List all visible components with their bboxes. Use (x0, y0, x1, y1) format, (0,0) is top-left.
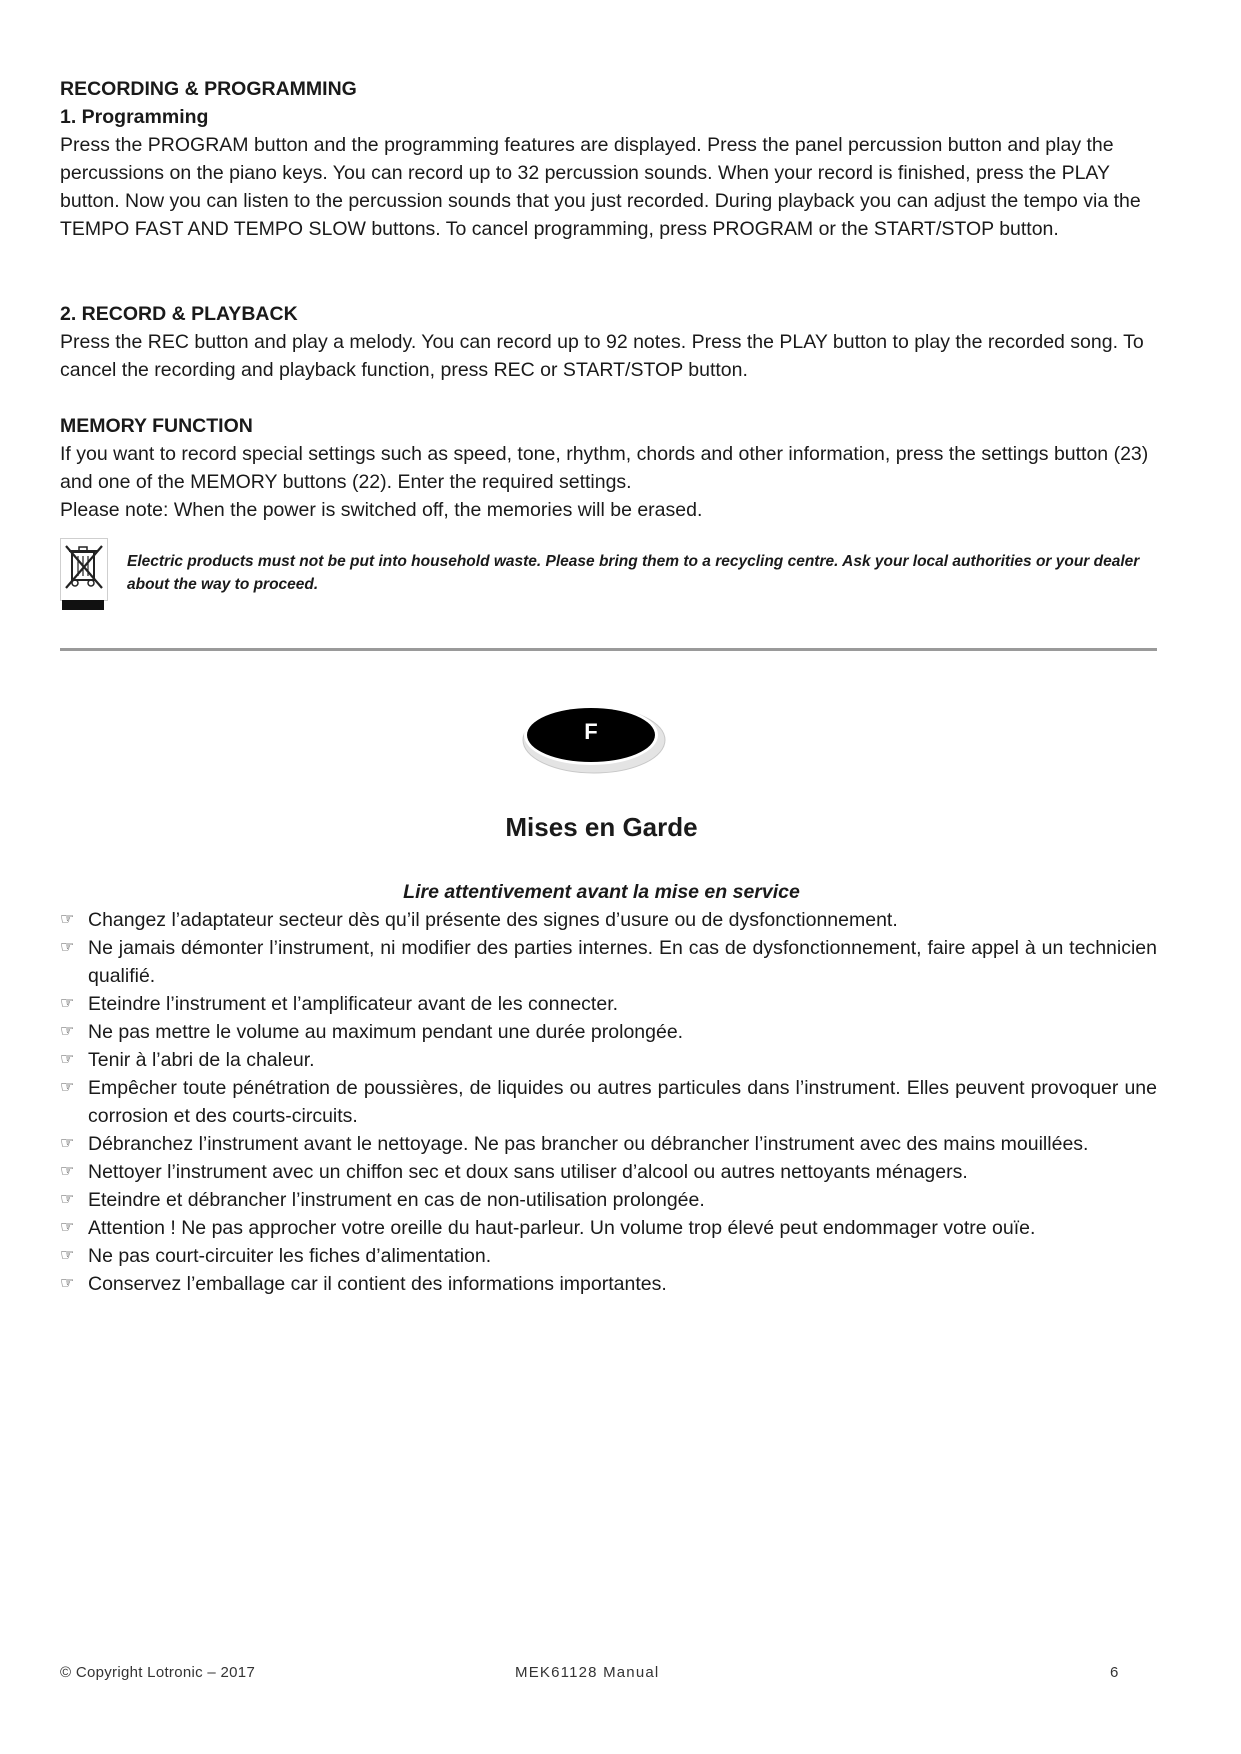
subsection-title-programming: 1. Programming (60, 106, 209, 128)
list-item: ☞ Débranchez l’instrument avant le nettoyage. Ne pas brancher ou débrancher l’instrument avec des mains mouillées. (60, 1130, 1157, 1158)
french-title: Mises en Garde (505, 812, 698, 842)
pointing-hand-icon: ☞ (60, 1051, 75, 1068)
pointing-hand-icon: ☞ (60, 939, 75, 956)
list-item: ☞ Conservez l’emballage car il contient des informations importantes. (60, 1270, 1157, 1298)
memory-note: Please note: When the power is switched off, the memories will be erased. (60, 499, 703, 521)
section-title-playback: 2. RECORD & PLAYBACK (60, 303, 298, 325)
pointing-hand-icon: ☞ (60, 1135, 75, 1152)
list-item: ☞ Ne pas mettre le volume au maximum pendant une durée prolongée. (60, 1018, 1157, 1046)
pointing-hand-icon: ☞ (60, 1191, 75, 1208)
section-title-recording: RECORDING & PROGRAMMING (60, 78, 357, 100)
pointing-hand-icon: ☞ (60, 995, 75, 1012)
list-item: ☞ Ne jamais démonter l’instrument, ni modifier des parties internes. En cas de dysfonctionnement, faire appel à un technicien qualifié. (60, 934, 1157, 990)
list-item: ☞ Attention ! Ne pas approcher votre oreille du haut-parleur. Un volume trop élevé peut endommager votre ouïe. (60, 1214, 1157, 1242)
pointing-hand-icon: ☞ (60, 1247, 75, 1264)
pointing-hand-icon: ☞ (60, 1023, 75, 1040)
pointing-hand-icon: ☞ (60, 911, 75, 928)
warning-list (60, 906, 1157, 1298)
pointing-hand-icon: ☞ (60, 1079, 75, 1096)
section-divider (60, 648, 1157, 651)
paragraph-memory: If you want to record special settings such as speed, tone, rhythm, chords and other information, press the settings button (23) and one of the MEMORY buttons (22). Enter the required settings. (60, 443, 1149, 493)
pointing-hand-icon: ☞ (60, 1163, 75, 1180)
list-item: ☞ Ne pas court-circuiter les fiches d’alimentation. (60, 1242, 1157, 1270)
crossed-bin-icon (60, 538, 108, 612)
pointing-hand-icon: ☞ (60, 1219, 75, 1236)
list-item: ☞ Changez l’adaptateur secteur dès qu’il présente des signes d’usure ou de dysfonctionnement. (60, 906, 1157, 934)
badge-letter: F (584, 719, 598, 744)
list-item: ☞ Tenir à l’abri de la chaleur. (60, 1046, 1157, 1074)
list-item: ☞ Empêcher toute pénétration de poussières, de liquides ou autres particules dans l’instrument. Elles peuvent provoquer une corrosion et des courts-circuits. (60, 1074, 1157, 1130)
list-item: ☞ Eteindre l’instrument et l’amplificateur avant de les connecter. (60, 990, 1157, 1018)
list-item: ☞ Eteindre et débrancher l’instrument en cas de non-utilisation prolongée. (60, 1186, 1157, 1214)
footer-manual-name: MEK61128 Manual (515, 1664, 660, 1681)
pointing-hand-icon: ☞ (60, 1275, 75, 1292)
section-title-memory: MEMORY FUNCTION (60, 415, 253, 437)
footer-copyright: © Copyright Lotronic – 2017 (60, 1664, 256, 1681)
paragraph-playback: Press the REC button and play a melody. You can record up to 92 notes. Press the PLAY button to play the recorded song. To cancel the recording and playback function, press REC or START/STOP button. (60, 331, 1144, 381)
footer-page-number: 6 (1110, 1664, 1119, 1681)
weee-disposal-notice: Electric products must not be put into household waste. Please bring them to a recycling centre. Ask your local authorities or your dealer about the way to proceed. (127, 553, 1140, 593)
paragraph-programming: Press the PROGRAM button and the programming features are displayed. Press the panel percussion button and play the percussions on the piano keys. You can record up to 32 percussion sounds. When your record is finished, press the PLAY button. Now you can listen to the percussion sounds that you just recorded. During playback you can adjust the tempo via the TEMPO FAST AND TEMPO SLOW buttons. To cancel programming, press PROGRAM or the START/STOP button. (60, 134, 1141, 240)
list-item: ☞ Nettoyer l’instrument avec un chiffon sec et doux sans utiliser d’alcool ou autres nettoyants ménagers. (60, 1158, 1157, 1186)
french-subtitle: Lire attentivement avant la mise en service (403, 881, 800, 903)
